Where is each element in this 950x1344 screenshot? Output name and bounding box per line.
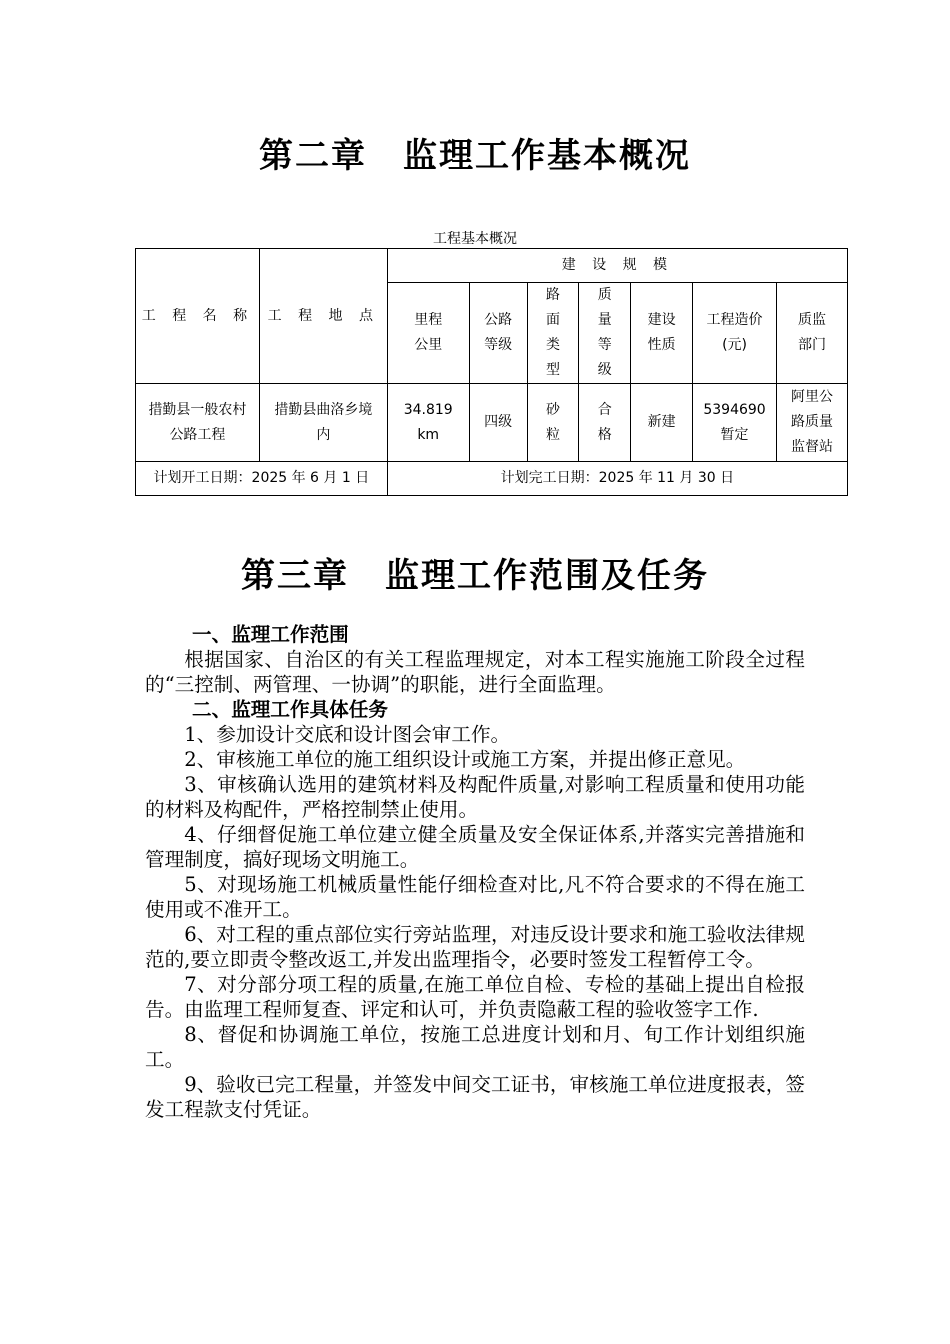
chapter-3-number: 第三章 bbox=[241, 556, 349, 596]
cell-project-location: 措勤县曲洛乡境内 bbox=[259, 384, 387, 462]
header-supervision-dept: 质监部门 bbox=[777, 283, 848, 384]
chapter-2-title bbox=[0, 128, 950, 177]
header-project-location: 工 程 地 点 bbox=[259, 249, 387, 384]
header-surface-type: 路面类型 bbox=[527, 283, 579, 384]
planned-start-date: 计划开工日期：2025 年 6 月 1 日 bbox=[136, 462, 388, 496]
cell-construction-nature: 新建 bbox=[631, 384, 693, 462]
header-road-grade: 公路等级 bbox=[469, 283, 527, 384]
planned-end-date: 计划完工日期：2025 年 11 月 30 日 bbox=[387, 462, 847, 496]
task-item: 3、审核确认选用的建筑材料及构配件质量,对影响工程质量和使用功能的材料及构配件，严格控制禁止使用。 bbox=[145, 773, 805, 821]
cell-road-grade: 四级 bbox=[469, 384, 527, 462]
project-overview-table bbox=[135, 248, 848, 496]
header-cost: 工程造价(元) bbox=[693, 283, 777, 384]
task-item: 9、验收已完工程量，并签发中间交工证书，审核施工单位进度报表，签发工程款支付凭证。 bbox=[145, 1073, 805, 1121]
task-item: 6、对工程的重点部位实行旁站监理，对违反设计要求和施工验收法律规范的,要立即责令整改返工,并发出监理指令，必要时签发工程暂停工令。 bbox=[145, 923, 805, 971]
task-item: 5、对现场施工机械质量性能仔细检查对比,凡不符合要求的不得在施工使用或不准开工。 bbox=[145, 873, 805, 921]
header-construction-scale: 建 设 规 模 bbox=[387, 249, 847, 283]
chapter-3-heading: 监理工作范围及任务 bbox=[385, 556, 709, 596]
chapter-3-body bbox=[145, 622, 805, 1122]
header-project-name: 工 程 名 称 bbox=[136, 249, 260, 384]
cell-project-name: 措勤县一般农村公路工程 bbox=[136, 384, 260, 462]
table-caption: 工程基本概况 bbox=[433, 231, 517, 247]
section-heading: 一、监理工作范围 bbox=[192, 623, 349, 646]
header-quality-grade: 质量等级 bbox=[579, 283, 631, 384]
task-item: 1、参加设计交底和设计图会审工作。 bbox=[184, 723, 511, 746]
task-item: 4、仔细督促施工单位建立健全质量及安全保证体系,并落实完善措施和管理制度，搞好现场文明施工。 bbox=[145, 823, 805, 871]
header-mileage: 里程公里 bbox=[387, 283, 469, 384]
cell-supervision-dept: 阿里公路质量监督站 bbox=[777, 384, 848, 462]
cell-mileage: 34.819 km bbox=[387, 384, 469, 462]
chapter-3-title bbox=[0, 548, 950, 597]
chapter-2-heading: 监理工作基本概况 bbox=[403, 136, 691, 176]
cell-cost: 5394690暂定 bbox=[693, 384, 777, 462]
section-heading: 二、监理工作具体任务 bbox=[192, 698, 388, 721]
chapter-2-number: 第二章 bbox=[259, 136, 367, 176]
cell-surface-type: 砂粒 bbox=[527, 384, 579, 462]
task-item: 2、审核施工单位的施工组织设计或施工方案，并提出修正意见。 bbox=[184, 748, 746, 771]
cell-quality-grade: 合格 bbox=[579, 384, 631, 462]
paragraph: 根据国家、自治区的有关工程监理规定，对本工程实施施工阶段全过程的“三控制、两管理、一协调”的职能，进行全面监理。 bbox=[145, 648, 805, 696]
task-item: 8、督促和协调施工单位，按施工总进度计划和月、旬工作计划组织施工。 bbox=[145, 1023, 805, 1071]
header-construction-nature: 建设性质 bbox=[631, 283, 693, 384]
task-item: 7、对分部分项工程的质量,在施工单位自检、专检的基础上提出自检报告。由监理工程师复查、评定和认可，并负责隐蔽工程的验收签字工作. bbox=[145, 973, 805, 1021]
